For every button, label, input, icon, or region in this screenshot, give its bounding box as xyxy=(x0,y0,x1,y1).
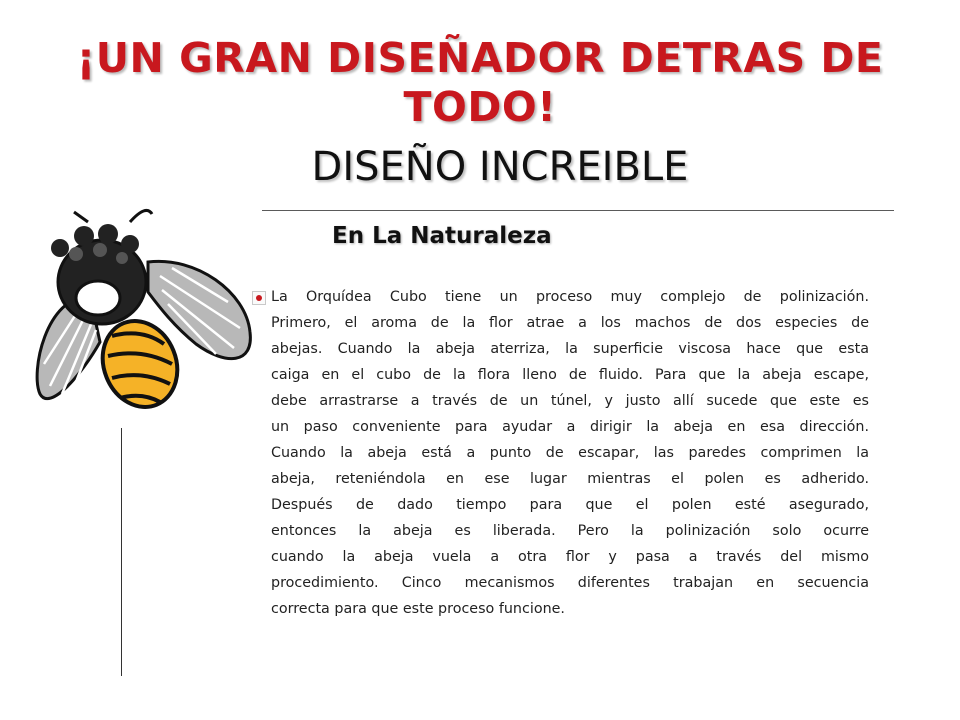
body-line: cuando la abeja vuela a otra flor y pasa a través del mismo xyxy=(271,549,869,565)
body-line: debe arrastrarse a través de un túnel, y justo allí sucede que este es xyxy=(271,393,869,409)
horizontal-divider xyxy=(262,210,894,211)
body-line: abeja, reteniéndola en ese lugar mientras el polen es adherido. xyxy=(271,471,869,487)
body-line: Cuando la abeja está a punto de escapar, las paredes comprimen la xyxy=(271,445,869,461)
body-line: procedimiento. Cinco mecanismos diferentes trabajan en secuencia xyxy=(271,575,869,591)
section-heading: En La Naturaleza xyxy=(332,223,552,249)
bullet-icon xyxy=(252,291,266,305)
body-line: abejas. Cuando la abeja aterriza, la superficie viscosa hace que esta xyxy=(271,341,869,357)
body-line: entonces la abeja es liberada. Pero la polinización solo ocurre xyxy=(271,523,869,539)
body-line: Primero, el aroma de la flor atrae a los machos de dos especies de xyxy=(271,315,869,331)
body-line: La Orquídea Cubo tiene un proceso muy complejo de polinización. xyxy=(271,289,869,305)
body-line: correcta para que este proceso funcione. xyxy=(271,601,565,617)
body-line: Después de dado tiempo para que el polen esté asegurado, xyxy=(271,497,869,513)
slide-subtitle: DISEÑO INCREIBLE xyxy=(311,144,689,190)
vertical-divider xyxy=(121,428,122,676)
body-line: caiga en el cubo de la flora lleno de fluido. Para que la abeja escape, xyxy=(271,367,869,383)
slide-title: ¡UN GRAN DISEÑADOR DETRAS DE TODO! xyxy=(76,34,884,131)
body-line: un paso conveniente para ayudar a dirigir la abeja en esa dirección. xyxy=(271,419,869,435)
bee-icon xyxy=(28,204,260,428)
